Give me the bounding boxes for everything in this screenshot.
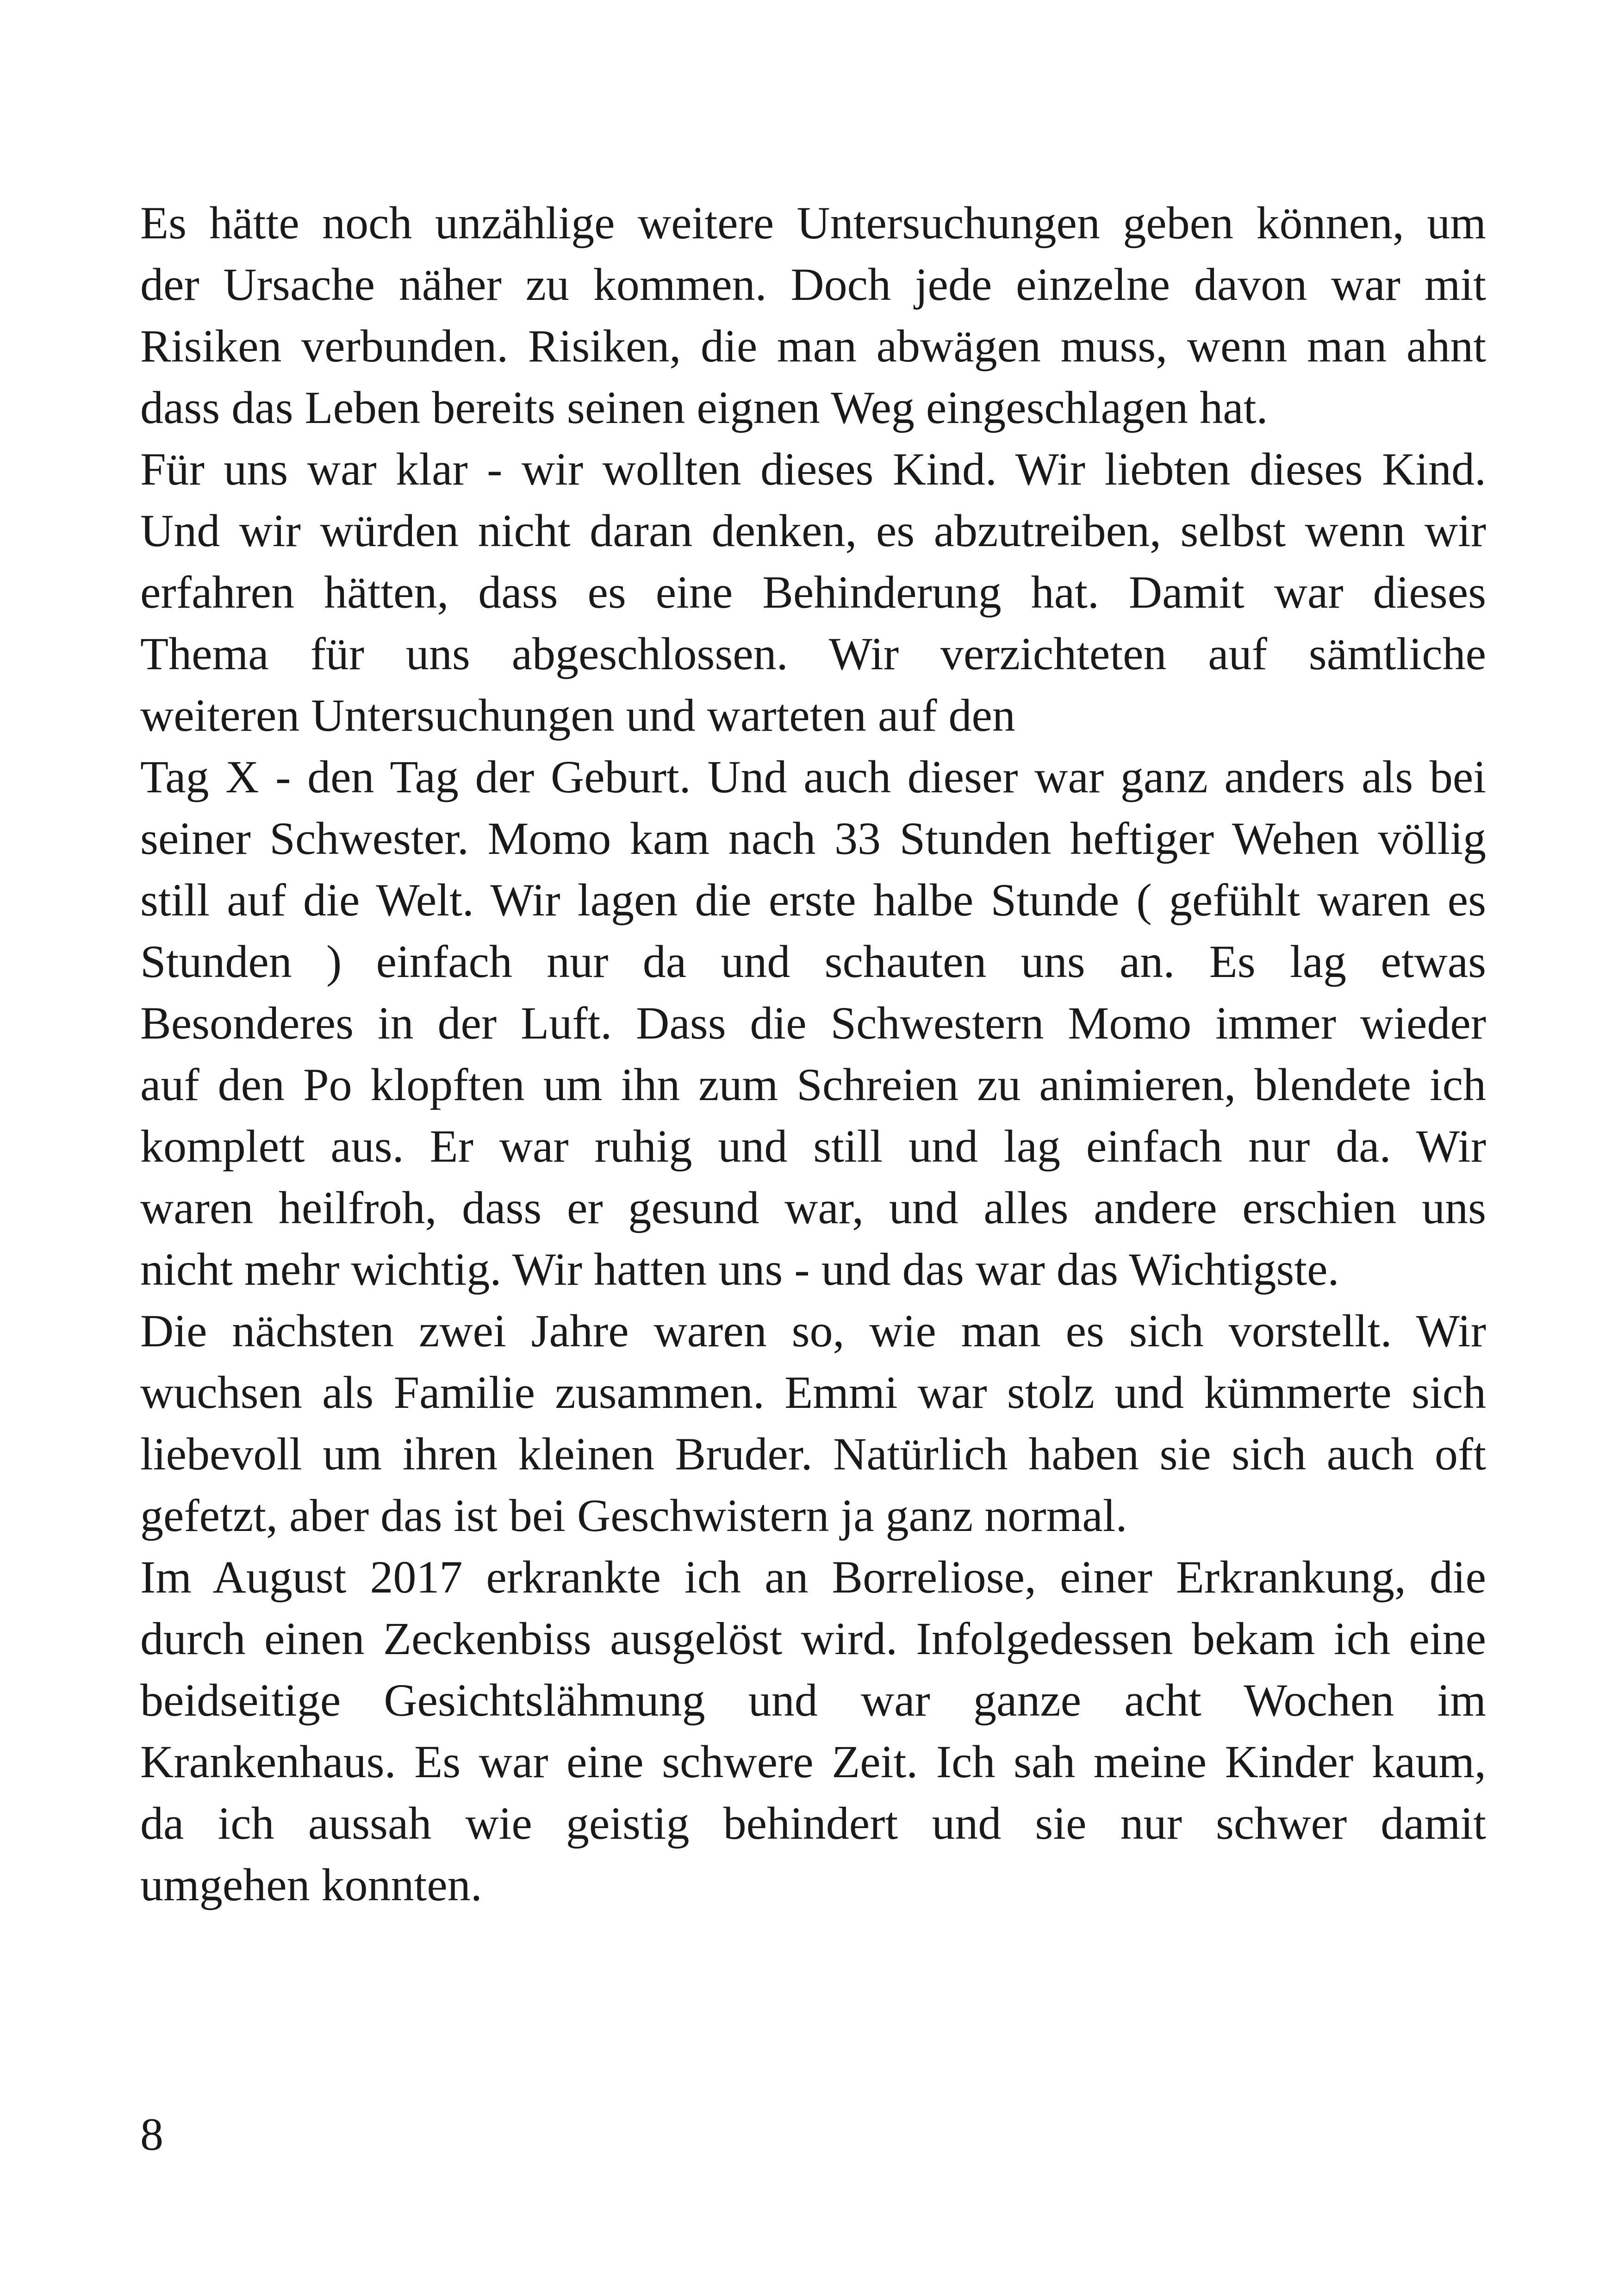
text-line: dass das Leben bereits seinen eignen Weg eingeschlagen hat. <box>140 382 1268 433</box>
text-line: Besonderes in der Luft. Dass die Schwestern Momo immer wieder <box>140 997 1486 1049</box>
text-line: durch einen Zeckenbiss ausgelöst wird. Infolgedessen bekam ich eine <box>140 1613 1486 1664</box>
text-line: erfahren hätten, dass es eine Behinderung hat. Damit war dieses <box>140 566 1486 618</box>
text-line: Risiken verbunden. Risiken, die man abwägen muss, wenn man ahnt <box>140 320 1486 372</box>
paragraph <box>140 746 1486 1300</box>
text-line: Tag X - den Tag der Geburt. Und auch dieser war ganz anders als bei <box>140 751 1486 803</box>
text-line: nicht mehr wichtig. Wir hatten uns - und das war das Wichtigste. <box>140 1244 1339 1295</box>
text-line: seiner Schwester. Momo kam nach 33 Stunden heftiger Wehen völlig <box>140 813 1486 864</box>
text-line: komplett aus. Er war ruhig und still und lag einfach nur da. Wir <box>140 1120 1486 1172</box>
text-line: gefetzt, aber das ist bei Geschwistern ja ganz normal. <box>140 1490 1127 1541</box>
text-line: umgehen konnten. <box>140 1859 482 1910</box>
body-text <box>140 192 1486 1916</box>
text-line: wuchsen als Familie zusammen. Emmi war stolz und kümmerte sich <box>140 1367 1486 1418</box>
text-line: Krankenhaus. Es war eine schwere Zeit. Ich sah meine Kinder kaum, <box>140 1736 1486 1787</box>
page-number: 8 <box>140 2109 163 2160</box>
text-line: auf den Po klopften um ihn zum Schreien zu animieren, blendete ich <box>140 1059 1486 1110</box>
paragraph <box>140 1546 1486 1916</box>
paragraph <box>140 192 1486 438</box>
text-line: Im August 2017 erkrankte ich an Borreliose, einer Erkrankung, die <box>140 1551 1486 1603</box>
text-line: waren heilfroh, dass er gesund war, und alles andere erschien uns <box>140 1182 1486 1233</box>
text-line: still auf die Welt. Wir lagen die erste halbe Stunde ( gefühlt waren es <box>140 874 1486 926</box>
text-line: weiteren Untersuchungen und warteten auf den <box>140 690 1015 741</box>
text-line: da ich aussah wie geistig behindert und sie nur schwer damit <box>140 1798 1486 1849</box>
text-line: Die nächsten zwei Jahre waren so, wie man es sich vorstellt. Wir <box>140 1305 1486 1356</box>
text-line: Für uns war klar - wir wollten dieses Kind. Wir liebten dieses Kind. <box>140 443 1486 495</box>
text-line: der Ursache näher zu kommen. Doch jede einzelne davon war mit <box>140 259 1486 310</box>
text-line: Thema für uns abgeschlossen. Wir verzichteten auf sämtliche <box>140 628 1486 679</box>
paragraph <box>140 438 1486 746</box>
text-line: Und wir würden nicht daran denken, es abzutreiben, selbst wenn wir <box>140 505 1486 556</box>
text-line: beidseitige Gesichtslähmung und war ganze acht Wochen im <box>140 1674 1486 1726</box>
text-line: Es hätte noch unzählige weitere Untersuchungen geben können, um <box>140 197 1486 249</box>
text-line: Stunden ) einfach nur da und schauten uns an. Es lag etwas <box>140 936 1486 987</box>
paragraph <box>140 1300 1486 1546</box>
text-line: liebevoll um ihren kleinen Bruder. Natürlich haben sie sich auch oft <box>140 1428 1486 1480</box>
